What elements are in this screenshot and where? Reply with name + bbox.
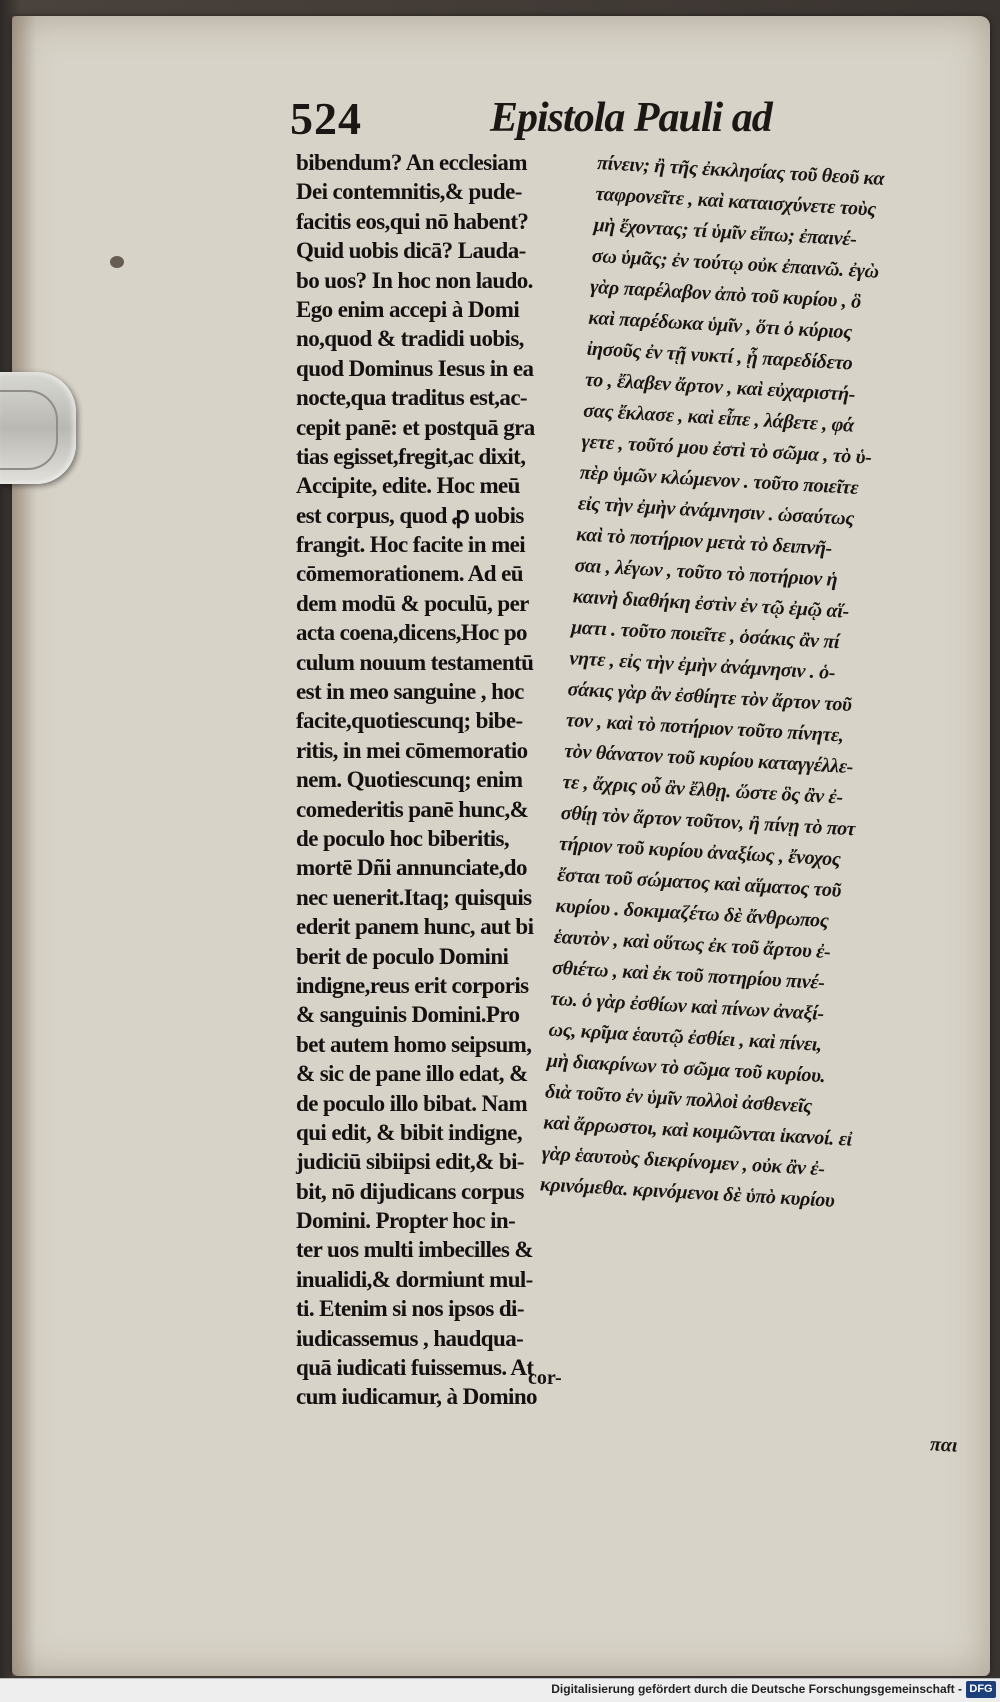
- greek-text-line: κρινόμεθα. κρινόμενοι δὲ ὑπὸ κυρίου: [539, 1173, 836, 1212]
- greek-text-line: γετε , τοῦτό μου ἐστὶ τὸ σῶμα , τὸ ὑ-: [580, 430, 873, 469]
- greek-text-line: τω. ὁ γὰρ ἐσθίων καὶ πίνων ἀναξί-: [549, 987, 825, 1025]
- latin-text-line: Domini. Propter hoc in-: [296, 1208, 516, 1234]
- latin-text-line: ter uos multi imbecilles &: [296, 1237, 533, 1263]
- greek-text-line: γὰρ παρέλαβον ἀπὸ τοῦ κυρίου , ὃ: [589, 275, 862, 313]
- latin-text-line: iudicassemus , haudqua-: [296, 1325, 524, 1351]
- greek-text-line: σθιέτω , καὶ ἐκ τοῦ ποτηρίου πινέ-: [551, 956, 826, 994]
- latin-text-line: no,quod & tradidi uobis,: [296, 326, 524, 352]
- greek-text-line: διὰ τοῦτο ἐν ὑμῖν πολλοὶ ἀσθενεῖς: [544, 1080, 813, 1118]
- greek-text-line: νητε , εἰς τὴν ἐμὴν ἀνάμνησιν . ὁ-: [568, 647, 836, 685]
- greek-text-line: εἰς τὴν ἐμὴν ἀνάμνησιν . ὡσαύτως: [577, 492, 855, 530]
- latin-text-line: frangit. Hoc facite in mei: [296, 532, 526, 558]
- greek-text-line: καὶ τὸ ποτήριον μετὰ τὸ δειπνῆ-: [575, 523, 833, 560]
- latin-text-line: cum iudicamur, à Domino: [296, 1384, 537, 1410]
- latin-text-line: qui edit, & bibit indigne,: [296, 1119, 522, 1145]
- latin-column: [296, 148, 580, 1412]
- latin-text-line: & sic de pane illo edat, &: [296, 1061, 528, 1087]
- page-clip: [0, 372, 76, 484]
- latin-text-line: ederit panem hunc, aut bi: [296, 914, 534, 940]
- greek-text-line: κυρίου . δοκιμαζέτω δὲ ἄνθρωπος: [555, 894, 830, 933]
- latin-text-line: bo uos? In hoc non laudo.: [296, 267, 533, 293]
- latin-text-line: nem. Quotiescunq; enim: [296, 767, 523, 793]
- latin-text-line: Dei contemnitis,& pude-: [296, 179, 522, 205]
- page-header: [290, 92, 790, 152]
- greek-text-line: πίνειν; ἢ τῆς ἐκκλησίας τοῦ θεοῦ κα: [596, 151, 885, 191]
- latin-text-line: de poculo hoc biberitis,: [296, 825, 510, 851]
- greek-text-line: ταφρονεῖτε , καὶ καταισχύνετε τοὺς: [594, 182, 877, 221]
- latin-text-line: bibendum? An ecclesiam: [296, 150, 527, 175]
- greek-text-line: μὴ διακρίνων τὸ σῶμα τοῦ κυρίου.: [546, 1049, 826, 1088]
- latin-text-line: ritis, in mei cōmemoratio: [296, 737, 528, 763]
- latin-text-line: de poculo illo bibat. Nam: [296, 1090, 528, 1116]
- greek-text-line: ἰησοῦς ἐν τῇ νυκτί , ᾗ παρεδίδετο: [586, 337, 854, 375]
- greek-text-line: ματι . τοῦτο ποιεῖτε , ὁσάκις ἂν πί: [570, 616, 840, 654]
- greek-text-line: τε , ἄχρις οὗ ἂν ἔλθῃ. ὥστε ὃς ἂν ἐ-: [561, 771, 844, 809]
- latin-text-line: dem modū & poculū, per: [296, 590, 529, 616]
- page-number: 524: [290, 93, 362, 144]
- greek-text-line: καινὴ διαθήκη ἐστὶν ἐν τῷ ἐμῷ αἵ-: [572, 585, 850, 623]
- greek-text-line: τον , καὶ τὸ ποτήριον τοῦτο πίνητε,: [565, 709, 845, 747]
- greek-text-line: ἑαυτὸν , καὶ οὕτως ἐκ τοῦ ἄρτου ἐ-: [553, 925, 832, 964]
- greek-text-line: καὶ ἄρρωστοι, καὶ κοιμῶνται ἱκανοί. εἰ: [542, 1111, 853, 1151]
- latin-text-line: culum nouum testamentū: [296, 649, 534, 675]
- latin-text-line: cepit panē: et postquā gra: [296, 414, 535, 440]
- latin-text-line: Ego enim accepi à Domi: [296, 296, 520, 322]
- greek-text-line: ἔσται τοῦ σώματος καὶ αἵματος τοῦ: [556, 863, 842, 902]
- latin-text-line: facite,quotiescunq; bibe-: [296, 708, 523, 734]
- dfg-logo: DFG: [966, 1681, 996, 1698]
- latin-text-line: indigne,reus erit corporis: [296, 972, 529, 998]
- latin-text-line: berit de poculo Domini: [296, 943, 509, 969]
- digitization-footer: [0, 1678, 1000, 1702]
- page-clip-loop: [0, 390, 58, 470]
- greek-text-line: ως, κρῖμα ἑαυτῷ ἐσθίει , καὶ πίνει,: [548, 1018, 823, 1056]
- greek-text-line: σας ἔκλασε , καὶ εἶπε , λάβετε , φά: [582, 399, 855, 437]
- greek-text-line: γὰρ ἑαυτοὺς διεκρίνομεν , οὐκ ἂν ἐ-: [541, 1142, 826, 1181]
- latin-text-line: tias egisset,fregit,ac dixit,: [296, 443, 526, 469]
- greek-text-line: τὸν θάνατον τοῦ κυρίου καταγγέλλε-: [563, 740, 854, 779]
- footer-credit: Digitalisierung gefördert durch die Deutsche Forschungsgemeinschaft -: [551, 1682, 962, 1696]
- greek-text-line: πὲρ ὑμῶν κλώμενον . τοῦτο ποιεῖτε: [579, 461, 859, 500]
- latin-text-line: acta coena,dicens,Hoc po: [296, 620, 527, 646]
- ink-blot: [110, 256, 124, 268]
- greek-text-line: καὶ παρέδωκα ὑμῖν , ὅτι ὁ κύριος: [587, 306, 853, 344]
- latin-text-line: cōmemorationem. Ad eū: [296, 561, 523, 587]
- latin-text-line: quā iudicati fuissemus. At: [296, 1355, 534, 1381]
- greek-text-line: το , ἔλαβεν ἄρτον , καὶ εὐχαριστή-: [584, 368, 856, 406]
- latin-text-line: nocte,qua traditus est,ac-: [296, 385, 527, 411]
- latin-text-line: comederitis panē hunc,&: [296, 796, 529, 822]
- latin-text-line: bit, nō dijudicans corpus: [296, 1178, 524, 1204]
- greek-text-line: σω ὑμᾶς; ἐν τούτῳ οὐκ ἐπαινῶ. ἐγὼ: [591, 244, 880, 283]
- greek-text-line: σαι , λέγων , τοῦτο τὸ ποτήριον ἡ: [574, 554, 838, 592]
- latin-text-line: mortē Dñi annunciate,do: [296, 855, 527, 881]
- greek-text-line: τήριον τοῦ κυρίου ἀναξίως , ἔνοχος: [558, 832, 842, 871]
- latin-text-line: ti. Etenim si nos ipsos di-: [296, 1296, 524, 1322]
- greek-text-line: σάκις γὰρ ἂν ἐσθίητε τὸν ἄρτον τοῦ: [567, 678, 853, 717]
- latin-text-line: est in meo sanguine , hoc: [296, 679, 524, 705]
- greek-column: [539, 148, 985, 1222]
- latin-text-line: quod Dominus Iesus in ea: [296, 355, 534, 381]
- latin-text-line: judiciū sibiipsi edit,& bi-: [296, 1149, 524, 1175]
- running-title: Epistola Pauli ad: [490, 95, 772, 141]
- latin-text-line: est corpus, quod ꝓ uobis: [296, 502, 524, 528]
- greek-text-line: σθίῃ τὸν ἄρτον τοῦτον, ἢ πίνῃ τὸ ποτ: [560, 801, 856, 841]
- greek-text-line: μὴ ἔχοντας; τί ὑμῖν εἴπω; ἐπαινέ-: [593, 213, 858, 251]
- latin-text-line: nec uenerit.Itaq; quisquis: [296, 884, 532, 910]
- latin-text-line: bet autem homo seipsum,: [296, 1031, 532, 1057]
- latin-text-line: Accipite, edite. Hoc meū: [296, 473, 520, 499]
- latin-text-line: & sanguinis Domini.Pro: [296, 1002, 520, 1028]
- latin-text-line: inualidi,& dormiunt mul-: [296, 1266, 533, 1292]
- latin-text-line: Quid uobis dicā? Lauda-: [296, 238, 526, 264]
- greek-catchword: παι: [929, 1433, 959, 1457]
- latin-text-line: facitis eos,qui nō habent?: [296, 208, 529, 234]
- latin-catchword: cor-: [528, 1367, 562, 1389]
